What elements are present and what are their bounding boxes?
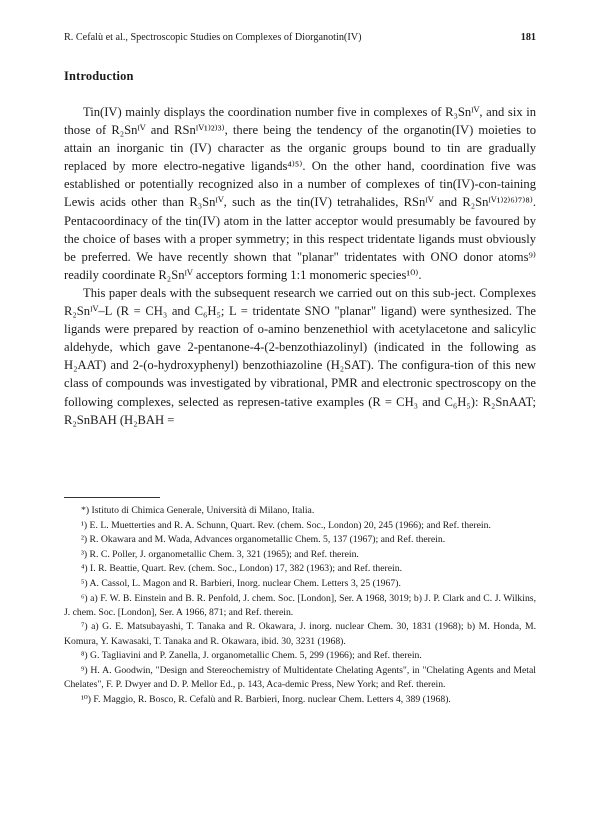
section-heading: Introduction xyxy=(64,69,134,83)
footnote-3: ³) R. C. Poller, J. organometallic Chem. 3, 321 (1965); and Ref. therein. xyxy=(81,548,359,560)
footnote-9: ⁹) H. A. Goodwin, "Design and Stereochemistry of Multidentate Chelating Agents", in "Chelating Agents and Metal Chelates", F. P. Dwyer and D. P. Mellor Ed., p. 143, Aca-demic Press, New York; and Ref. therein. xyxy=(64,664,536,691)
paragraph-1: Tin(IV) mainly displays the coordination number five in complexes of R₃Snᴵⱽ, and six in those of R₂Snᴵⱽ and RSnᴵⱽ¹⁾²⁾³⁾, there being the tendency of the organotin(IV) moieties to attain an inorganic tin (IV) character as the organic groups bound to tin are gradually replaced by more electro-negative ligands⁴⁾⁵⁾. On the other hand, coordination five was established or potentially recognized also in a number of complexes of tin(IV)-con-taining Lewis acids other than R₃Snᴵⱽ, such as the tin(IV) tetrahalides, RSnᴵⱽ and R₂Snᴵⱽ¹⁾²⁾⁶⁾⁷⁾⁸⁾. Pentacoordinacy of the tin(IV) atom in the latter acceptor would presumably be favoured by the choice of bases with a proper symmetry; in this respect tridentate ligands must obviously be preferred. We have recently shown that "planar" tridentates with ONO donor atoms⁹⁾ readily coordinate R₂Snᴵⱽ acceptors forming 1:1 monomeric species¹⁰⁾. xyxy=(64,105,536,282)
page-number: 181 xyxy=(520,32,536,43)
footnote-8: ⁸) G. Tagliavini and P. Zanella, J. organometallic Chem. 5, 299 (1966); and Ref. therein. xyxy=(81,650,422,662)
footnote-divider xyxy=(64,497,160,498)
footnote-affiliation: *) Istituto di Chimica Generale, Università di Milano, Italia. xyxy=(81,505,315,516)
footnote-4: ⁴) I. R. Beattie, Quart. Rev. (chem. Soc., London) 17, 382 (1963); and Ref. therein. xyxy=(81,563,403,575)
paragraph-2: This paper deals with the subsequent research we carried out on this sub-ject. Complexes R₂Snᴵⱽ–L (R = CH₃ and C₆H₅; L = tridentate SNO "planar" ligand) were synthesized. The ligands were prepared by reaction of o-amino benzenethiol with acetylacetone and salicylic aldehyde, which gave 2-pentanone-4-(2-benzothiazolinyl) (indicated in the following as H₂AAT) and 2-(o-hydroxyphenyl) benzothiazoline (H₂SAT). The configura-tion of this new class of compounds was investigated by vibrational, PMR and electronic spectroscopy on the following complexes, selected as represen-tative examples (R = CH₃ and C₆H₅): R₂SnAAT; R₂SnBAH (H₂BAH = xyxy=(64,285,536,427)
footnote-6: ⁶) a) F. W. B. Einstein and B. R. Penfold, J. chem. Soc. [London], Ser. A 1968, 3019; b) J. P. Clark and C. J. Wilkins, J. chem. Soc. [London], Ser. A 1966, 871; and Ref. therein. xyxy=(64,592,536,618)
footnotes xyxy=(64,504,536,707)
footnote-10: ¹⁰) F. Maggio, R. Bosco, R. Cefalù and R. Barbieri, Inorg. nuclear Chem. Letters 4, 389 (1968). xyxy=(81,693,451,705)
footnote-7: ⁷) a) G. E. Matsubayashi, T. Tanaka and R. Okawara, J. inorg. nuclear Chem. 30, 1831 (1968); b) M. Honda, M. Komura, Y. Kawasaki, T. Tanaka and R. Okawara, ibid. 30, 3231 (1968). xyxy=(64,621,536,647)
body-text xyxy=(64,103,536,429)
running-title: R. Cefalù et al., Spectroscopic Studies on Complexes of Diorganotin(IV) xyxy=(64,32,362,43)
footnote-2: ²) R. Okawara and M. Wada, Advances organometallic Chem. 5, 137 (1967); and Ref. therein. xyxy=(81,534,446,546)
footnote-5: ⁵) A. Cassol, L. Magon and R. Barbieri, Inorg. nuclear Chem. Letters 3, 25 (1967). xyxy=(81,577,401,589)
footnote-1: ¹) E. L. Muetterties and R. A. Schunn, Quart. Rev. (chem. Soc., London) 20, 245 (1966); and Ref. therein. xyxy=(81,519,491,531)
